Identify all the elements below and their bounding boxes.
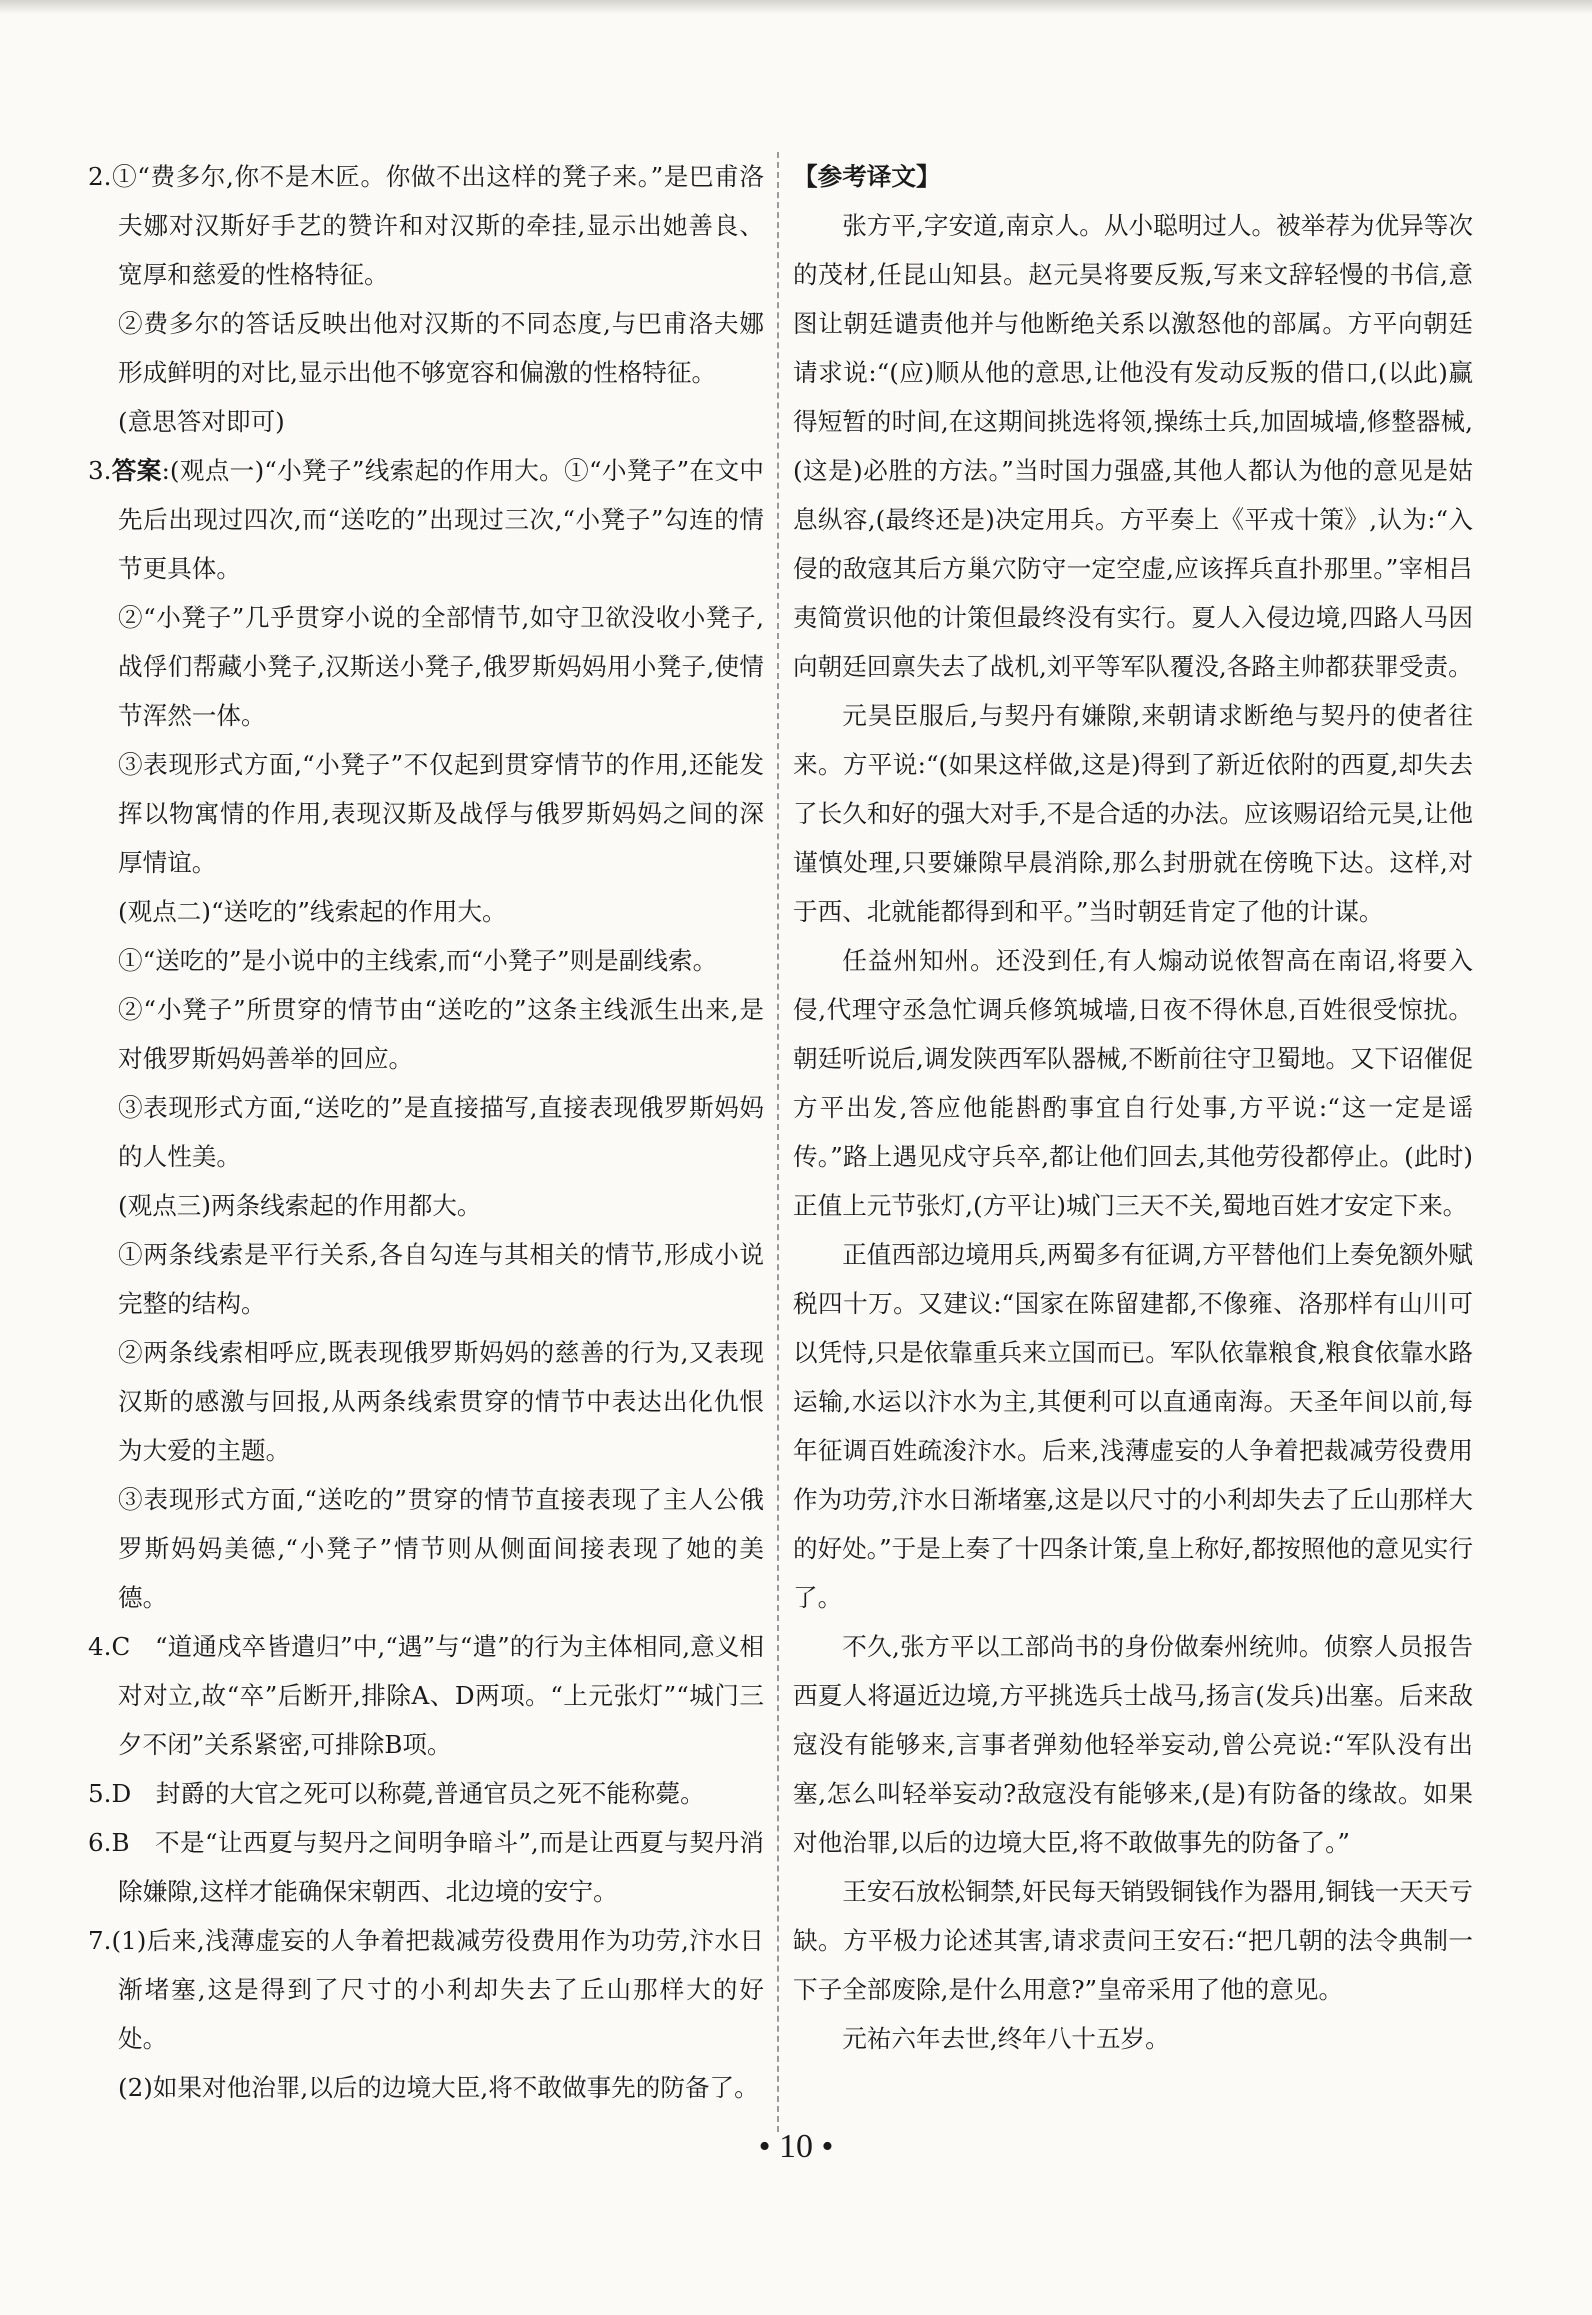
q3-view3-part2: ②两条线索相呼应,既表现俄罗斯妈妈的慈善的行为,又表现汉斯的感激与回报,从两条线索贯穿的情节中表达出化仇恨为大爱的主题。	[118, 1338, 764, 1465]
q3-answer-intro	[88, 446, 764, 593]
translation-paragraph: 王安石放松铜禁,奸民每天销毁铜钱作为器用,铜钱一天天亏缺。方平极力论述其害,请求责问王安石:“把几朝的法令典制一下子全部废除,是什么用意?”皇帝采用了他的意见。	[793, 1877, 1473, 2004]
q3-view1-part1: :(观点一)“小凳子”线索起的作用大。①“小凳子”在文中先后出现过四次,而“送吃的”出现过三次,“小凳子”勾连的情节更具体。	[118, 456, 764, 583]
q2-answer-part1: 2.①“费多尔,你不是木匠。你做不出这样的凳子来。”是巴甫洛夫娜对汉斯好手艺的赞许和对汉斯的牵挂,显示出她善良、宽厚和慈爱的性格特征。	[88, 162, 764, 289]
q7-answer-part1: 7.(1)后来,浅薄虚妄的人争着把裁减劳役费用作为功劳,汴水日渐堵塞,这是得到了尺寸的小利却失去了丘山那样大的好处。	[88, 1926, 764, 2053]
translation-paragraph: 张方平,字安道,南京人。从小聪明过人。被举荐为优异等次的茂材,任昆山知县。赵元昊将要反叛,写来文辞轻慢的书信,意图让朝廷谴责他并与他断绝关系以激怒他的部属。方平向朝廷请求说:“(应)顺从他的意思,让他没有发动反叛的借口,(以此)赢得短暂的时间,在这期间挑选将领,操练士兵,加固城墙,修整器械,(这是)必胜的方法。”当时国力强盛,其他人都认为他的意见是姑息纵容,(最终还是)决定用兵。方平奏上《平戎十策》,认为:“入侵的敌寇其后方巢穴防守一定空虚,应该挥兵直扑那里。”宰相吕夷简赏识他的计策但最终没有实行。夏人入侵边境,四路人马因向朝廷回禀失去了战机,刘平等军队覆没,各路主帅都获罪受责。	[793, 211, 1473, 681]
translation-paragraph: 元祐六年去世,终年八十五岁。	[842, 2024, 1170, 2053]
translation-paragraph: 正值西部边境用兵,两蜀多有征调,方平替他们上奏免额外赋税四十万。又建议:“国家在陈留建都,不像雍、洛那样有山川可以凭恃,只是依靠重兵来立国而已。军队依靠粮食,粮食依靠水路运输,水运以汴水为主,其便利可以直通南海。天圣年间以前,每年征调百姓疏浚汴水。后来,浅薄虚妄的人争着把裁减劳役费用作为功劳,汴水日渐堵塞,这是以尺寸的小利却失去了丘山那样大的好处。”于是上奏了十四条计策,皇上称好,都按照他的意见实行了。	[793, 1240, 1473, 1612]
q3-view3-part3: ③表现形式方面,“送吃的”贯穿的情节直接表现了主人公俄罗斯妈妈美德,“小凳子”情节则从侧面间接表现了她的美德。	[118, 1485, 764, 1612]
q4-answer: 4.C “道通戍卒皆遣归”中,“遇”与“遣”的行为主体相同,意义相对对立,故“卒”后断开,排除A、D两项。“上元张灯”“城门三夕不闭”关系紧密,可排除B项。	[88, 1632, 764, 1759]
q3-view1-part3: ③表现形式方面,“小凳子”不仅起到贯穿情节的作用,还能发挥以物寓情的作用,表现汉斯及战俘与俄罗斯妈妈之间的深厚情谊。	[118, 750, 764, 877]
right-column	[793, 152, 1473, 2063]
translation-heading: 【参考译文】	[793, 162, 941, 191]
q7-answer-part2: (2)如果对他治罪,以后的边境大臣,将不敢做事先的防备了。	[118, 2073, 759, 2102]
page-number: • 10 •	[758, 2128, 834, 2165]
q3-view3-heading: (观点三)两条线索起的作用都大。	[118, 1191, 482, 1220]
q2-answer-part2: ②费多尔的答话反映出他对汉斯的不同态度,与巴甫洛夫娜形成鲜明的对比,显示出他不够宽容和偏激的性格特征。	[118, 309, 764, 387]
translation-paragraph: 任益州知州。还没到任,有人煽动说侬智高在南诏,将要入侵,代理守丞急忙调兵修筑城墙,日夜不得休息,百姓很受惊扰。朝廷听说后,调发陕西军队器械,不断前往守卫蜀地。又下诏催促方平出发,答应他能斟酌事宜自行处事,方平说:“这一定是谣传。”路上遇见戍守兵卒,都让他们回去,其他劳役都停止。(此时)正值上元节张灯,(方平让)城门三天不关,蜀地百姓才安定下来。	[793, 946, 1473, 1220]
q3-view2-heading: (观点二)“送吃的”线索起的作用大。	[118, 897, 507, 926]
column-divider	[777, 152, 779, 2132]
q3-view3-part1: ①两条线索是平行关系,各自勾连与其相关的情节,形成小说完整的结构。	[118, 1240, 764, 1318]
left-column	[88, 152, 764, 2112]
q3-view1-part2: ②“小凳子”几乎贯穿小说的全部情节,如守卫欲没收小凳子,战俘们帮藏小凳子,汉斯送小凳子,俄罗斯妈妈用小凳子,使情节浑然一体。	[118, 603, 764, 730]
scan-top-edge	[0, 0, 1592, 14]
q3-view2-part2: ②“小凳子”所贯穿的情节由“送吃的”这条主线派生出来,是对俄罗斯妈妈善举的回应。	[118, 995, 764, 1073]
answer-label: 答案	[111, 456, 162, 485]
q3-number: 3.	[88, 456, 112, 485]
q5-answer: 5.D 封爵的大官之死可以称薨,普通官员之死不能称薨。	[88, 1779, 705, 1808]
q6-answer: 6.B 不是“让西夏与契丹之间明争暗斗”,而是让西夏与契丹消除嫌隙,这样才能确保宋朝西、北边境的安宁。	[88, 1828, 764, 1906]
q3-view2-part1: ①“送吃的”是小说中的主线索,而“小凳子”则是副线索。	[118, 946, 718, 975]
translation-paragraph: 元昊臣服后,与契丹有嫌隙,来朝请求断绝与契丹的使者往来。方平说:“(如果这样做,这是)得到了新近依附的西夏,却失去了长久和好的强大对手,不是合适的办法。应该赐诏给元昊,让他谨慎处理,只要嫌隙早晨消除,那么封册就在傍晚下达。这样,对于西、北就能都得到和平。”当时朝廷肯定了他的计谋。	[793, 701, 1473, 926]
q3-view2-part3: ③表现形式方面,“送吃的”是直接描写,直接表现俄罗斯妈妈的人性美。	[118, 1093, 764, 1171]
translation-paragraph: 不久,张方平以工部尚书的身份做秦州统帅。侦察人员报告西夏人将逼近边境,方平挑选兵士战马,扬言(发兵)出塞。后来敌寇没有能够来,言事者弹劾他轻举妄动,曾公亮说:“军队没有出塞,怎么叫轻举妄动?敌寇没有能够来,(是)有防备的缘故。如果对他治罪,以后的边境大臣,将不敢做事先的防备了。”	[793, 1632, 1473, 1857]
q2-answer-note: (意思答对即可)	[118, 407, 285, 436]
